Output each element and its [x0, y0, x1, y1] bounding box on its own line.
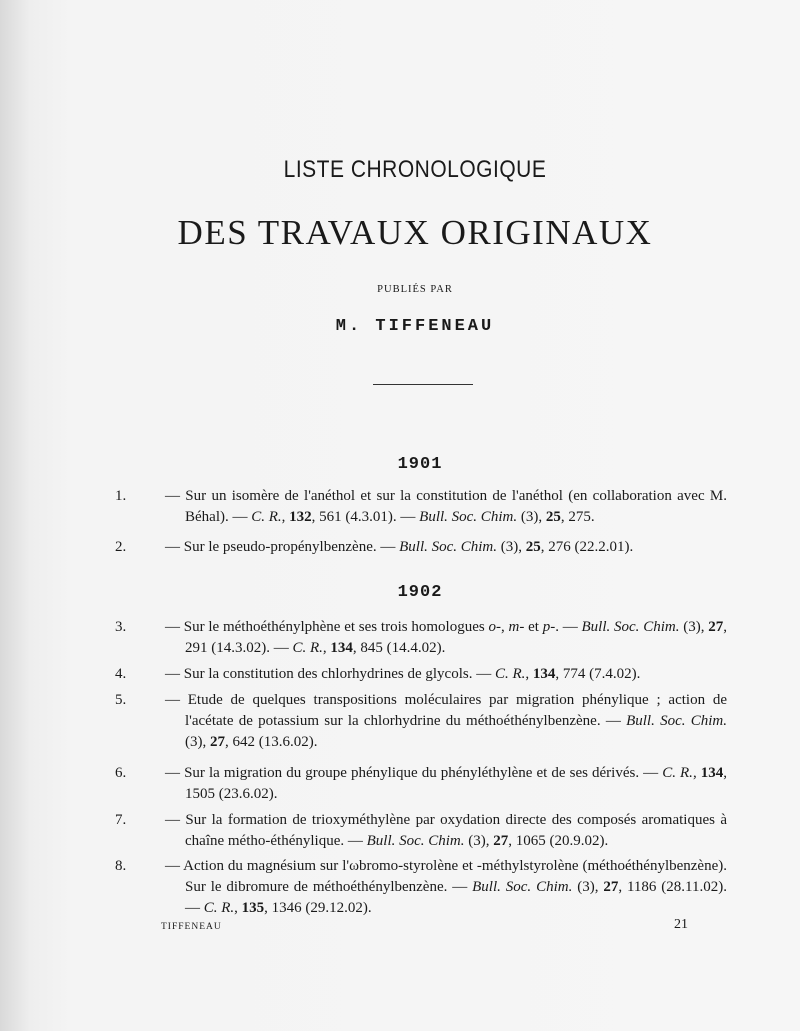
entry-text-run: , [692, 765, 701, 781]
page-number: 21 [674, 917, 688, 932]
entry-text-run: — Sur la migration du groupe phénylique du phényléthylène et de ses dérivés. — [165, 765, 663, 781]
citation-journal: Bull. Soc. Chim. [366, 833, 465, 849]
entry-text [115, 763, 727, 805]
entry-text-run: — Sur le méthoéthénylphène et ses trois homologues [165, 619, 489, 635]
citation-volume: 27 [603, 879, 619, 895]
citation-journal: Bull. Soc. Chim. [581, 619, 680, 635]
citation-volume: 135 [241, 900, 265, 916]
entry-text-run: — Sur la formation de trioxyméthylène par oxydation directe des composés aromatiques à chaîne métho-éthénylique. — [165, 812, 727, 849]
entry-text-run: (3), [517, 509, 546, 525]
citation-volume: 134 [700, 765, 724, 781]
entry-text [115, 810, 727, 852]
entry-7 [115, 810, 727, 852]
entry-text-run: , [500, 619, 509, 635]
entry-text-run: , 276 (22.2.01). [540, 539, 634, 555]
entry-number: 1. [115, 488, 127, 504]
citation-journal: C. R. [292, 640, 323, 656]
entry-text-run: , 642 (13.6.02). [225, 734, 318, 750]
entry-number: 6. [115, 765, 127, 781]
entry-text-run: , 1505 (23.6.02). [185, 765, 728, 802]
entry-2 [115, 537, 727, 558]
entry-text-run: (3), [464, 833, 494, 849]
citation-journal: C. R. [251, 509, 282, 525]
entry-text [115, 690, 727, 753]
citation-journal: o- [488, 619, 501, 635]
entry-text-run: , 1346 (29.12.02). [264, 900, 372, 916]
citation-volume: 27 [210, 734, 225, 750]
citation-volume: 25 [525, 539, 541, 555]
citation-journal: Bull. Soc. Chim. [399, 539, 498, 555]
entry-text [115, 856, 727, 919]
title-divider [373, 384, 473, 385]
entry-text-run: , 275. [560, 509, 595, 525]
entry-4 [115, 664, 727, 685]
entry-text [115, 617, 727, 659]
citation-volume: 134 [532, 666, 556, 682]
entry-text-run: , 1065 (20.9.02). [508, 833, 609, 849]
entry-text-run: (3), [185, 734, 210, 750]
entry-text-run: — Sur la constitution des chlorhydrines de glycols. — [165, 666, 495, 682]
entry-number: 3. [115, 619, 127, 635]
entry-number: 4. [115, 666, 127, 682]
entry-text-run: , [234, 900, 242, 916]
title-line-1: LISTE CHRONOLOGIQUE [283, 156, 547, 183]
citation-journal: Bull. Soc. Chim. [419, 509, 518, 525]
entry-3 [115, 617, 727, 659]
entry-text-run: , 291 (14.3.02). — [185, 619, 728, 656]
entry-6 [115, 763, 727, 805]
citation-journal: C. R. [203, 900, 235, 916]
footer-running-head: TIFFENEAU [161, 922, 222, 932]
citation-journal: Bull. Soc. Chim. [626, 713, 727, 729]
entry-text-run: . — [555, 619, 582, 635]
year-heading-1901: 1901 [397, 455, 443, 474]
citation-journal: C. R. [494, 666, 526, 682]
entry-text-run: , [281, 509, 290, 525]
citation-volume: 132 [289, 509, 312, 525]
citation-volume: 134 [330, 640, 353, 656]
entry-number: 7. [115, 812, 127, 828]
entry-text-run: et [524, 619, 543, 635]
entry-1 [115, 486, 727, 528]
entry-text-run: (3), [497, 539, 526, 555]
entry-text-run: , 561 (4.3.01). — [311, 509, 420, 525]
year-heading-1902: 1902 [397, 583, 443, 602]
entry-text-run: — Sur un isomère de l'anéthol et sur la constitution de l'anéthol (en collaboration avec M. Béhal). — [165, 488, 727, 525]
entry-text [115, 486, 727, 528]
citation-volume: 25 [545, 509, 561, 525]
published-by-label: PUBLIÉS PAR [377, 284, 453, 295]
citation-journal: C. R. [662, 765, 693, 781]
entry-5 [115, 690, 727, 753]
entry-number: 2. [115, 539, 127, 555]
entry-text-run: — Sur le pseudo-propénylbenzène. — [165, 539, 400, 555]
author-name: M. TIFFENEAU [335, 317, 495, 336]
entry-text-run: , 845 (14.4.02). [352, 640, 446, 656]
entry-8 [115, 856, 727, 919]
entry-text-run: , 774 (7.4.02). [555, 666, 641, 682]
entry-text [115, 537, 727, 558]
citation-journal: m- [508, 619, 525, 635]
entry-number: 8. [115, 858, 127, 874]
entry-text-run: (3), [572, 879, 604, 895]
entry-text [115, 664, 727, 685]
citation-journal: Bull. Soc. Chim. [472, 879, 573, 895]
entry-text-run: , [322, 640, 331, 656]
entry-text-run: , [525, 666, 533, 682]
citation-volume: 27 [493, 833, 509, 849]
entry-number: 5. [115, 692, 127, 708]
citation-volume: 27 [708, 619, 724, 635]
citation-journal: p- [542, 619, 556, 635]
entry-text-run: , 1186 (28.11.02). — [185, 879, 727, 916]
entry-text-run: — Action du magnésium sur l'ωbromo-styrolène et -méthylstyrolène (méthoéthénylbenzène). Sur le dibromure de méthoéthénylbenzène. — [165, 858, 727, 895]
title-line-2: DES TRAVAUX ORIGINAUX [177, 213, 653, 252]
entry-text-run: — Etude de quelques transpositions moléculaires par migration phénylique ; action de l'acétate de potassium sur la chlorhydrine du méthoéthénylbenzène. — [165, 692, 727, 729]
entry-text-run: (3), [679, 619, 709, 635]
